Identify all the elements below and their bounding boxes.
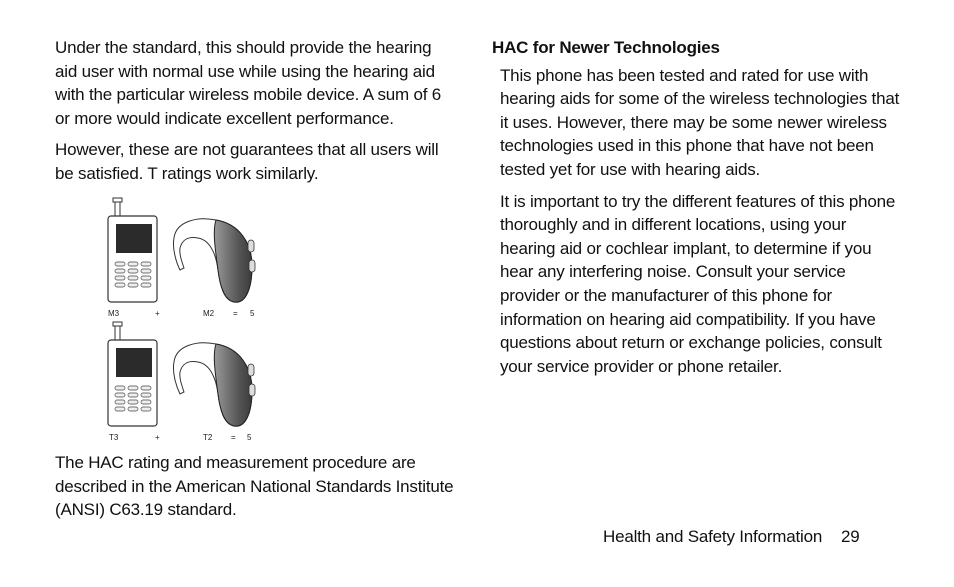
- left-paragraph-1: Under the standard, this should provide the hearing aid user with normal use while using the hearing aid with the particular wireless mobile device. A sum of 6 or more would indicate excellent performance.: [55, 38, 442, 128]
- figure-row1-aid-rating: M2: [203, 309, 215, 318]
- hearing-aid-icon: [173, 219, 255, 302]
- figure-row2-sum: 5: [247, 433, 252, 442]
- phone-icon: [108, 198, 157, 302]
- left-bottom-text: [55, 451, 455, 530]
- figure-row1-phone-rating: M3: [108, 309, 120, 318]
- figure-row1-equals: =: [233, 309, 238, 318]
- figure-row2-aid-rating: T2: [203, 433, 213, 442]
- figure-row2-plus: +: [155, 433, 160, 442]
- left-column: [55, 36, 455, 194]
- figure-row1-sum: 5: [250, 309, 255, 318]
- left-paragraph-2: However, these are not guarantees that all users will be satisfied. T ratings work similarly.: [55, 140, 439, 183]
- left-paragraph-3: The HAC rating and measurement procedure are described in the American National Standards Institute (ANSI) C63.19 standard.: [55, 453, 454, 520]
- footer-page-number: 29: [841, 527, 860, 546]
- footer-section-title: Health and Safety Information: [603, 527, 823, 546]
- right-paragraph-2: It is important to try the different features of this phone thoroughly and in different locations, using your hearing aid or cochlear implant, to determine if you hear any interfering noise. Consult your service provider or the manufacturer of this phone for information on hearing aid compatibility. If you have questions about return or exchange policies, consult your service provider or phone retailer.: [500, 191, 896, 376]
- figure-row1-plus: +: [155, 309, 160, 318]
- right-paragraph-1: This phone has been tested and rated for use with hearing aids for some of the wireless technologies that it uses. However, there may be some newer wireless technologies used in this phone that have not been tested yet for use with hearing aids.: [500, 65, 900, 179]
- hac-rating-figure: [100, 192, 270, 444]
- hac-rating-illustration: [100, 192, 270, 444]
- hearing-aid-icon: [173, 343, 255, 426]
- phone-icon: [108, 322, 157, 426]
- right-column: [492, 36, 902, 386]
- figure-row2-phone-rating: T3: [109, 433, 119, 442]
- section-heading: HAC for Newer Technologies: [492, 38, 720, 57]
- figure-row2-equals: =: [231, 433, 236, 442]
